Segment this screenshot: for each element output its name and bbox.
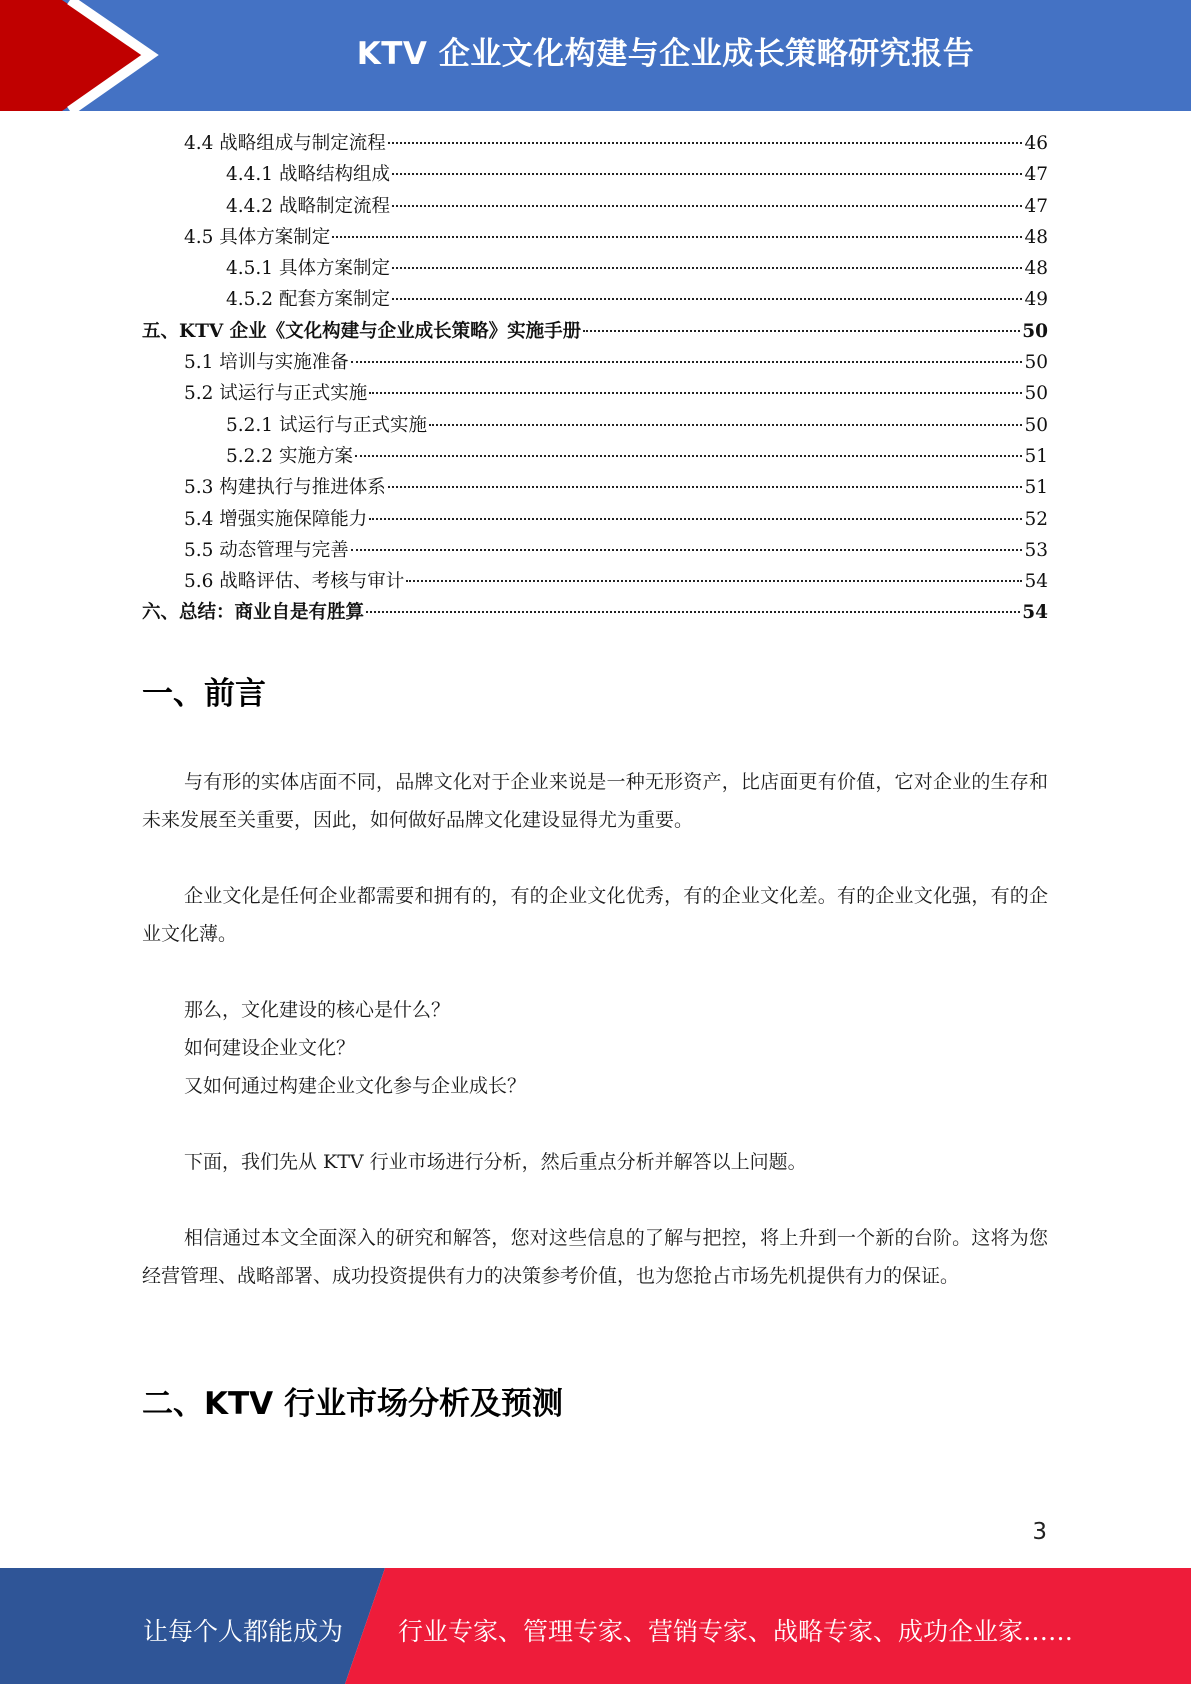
question-line: 又如何通过构建企业文化参与企业成长？ — [184, 1075, 527, 1097]
toc-entry-page: 51 — [1024, 445, 1048, 467]
header-arrow-icon — [0, 0, 160, 111]
toc-entry[interactable] — [142, 284, 1048, 315]
table-of-contents — [142, 128, 1048, 629]
toc-entry[interactable] — [142, 253, 1048, 284]
toc-entry-page: 49 — [1024, 289, 1048, 311]
toc-entry-page: 50 — [1024, 414, 1048, 436]
toc-entry-title: 5.2 试运行与正式实施 — [184, 383, 368, 405]
footer-slogan-left: 让每个人都能成为 — [143, 1617, 344, 1646]
toc-entry-title: 4.5.2 配套方案制定 — [226, 289, 390, 311]
toc-entry-page: 51 — [1024, 477, 1048, 499]
toc-leader-dots — [406, 579, 1022, 582]
toc-entry[interactable] — [142, 472, 1048, 503]
footer-slogan-right: 行业专家、管理专家、营销专家、战略专家、成功企业家…… — [398, 1617, 1074, 1646]
toc-leader-dots — [351, 548, 1023, 551]
toc-entry[interactable] — [142, 378, 1048, 409]
toc-entry-title: 5.2.2 实施方案 — [226, 445, 353, 467]
toc-entry-page: 52 — [1024, 508, 1048, 530]
toc-entry[interactable] — [142, 222, 1048, 253]
toc-leader-dots — [369, 391, 1022, 394]
section-heading-market: 二、KTV 行业市场分析及预测 — [142, 1386, 563, 1422]
toc-entry[interactable] — [142, 504, 1048, 535]
toc-entry-title: 4.4.2 战略制定流程 — [226, 195, 390, 217]
toc-entry[interactable] — [142, 535, 1048, 566]
header-title: KTV 企业文化构建与企业成长策略研究报告 — [356, 36, 975, 72]
page-footer — [0, 1568, 1191, 1684]
question-line: 那么，文化建设的核心是什么？ — [184, 999, 451, 1021]
toc-entry-page: 54 — [1024, 571, 1048, 593]
toc-entry[interactable] — [142, 347, 1048, 378]
toc-leader-dots — [392, 266, 1022, 269]
toc-leader-dots — [388, 485, 1023, 488]
toc-entry-page: 54 — [1022, 602, 1048, 624]
question-line: 如何建设企业文化？ — [184, 1037, 356, 1059]
toc-entry[interactable] — [142, 159, 1048, 190]
page-header — [0, 0, 1191, 111]
toc-leader-dots — [369, 517, 1022, 520]
toc-entry-page: 46 — [1024, 133, 1048, 154]
toc-leader-dots — [429, 423, 1022, 426]
toc-leader-dots — [392, 297, 1022, 300]
section-heading-preface: 一、前言 — [142, 676, 266, 712]
toc-leader-dots — [583, 329, 1020, 332]
toc-entry-title: 5.2.1 试运行与正式实施 — [226, 414, 427, 436]
toc-entry[interactable] — [142, 316, 1048, 347]
toc-entry-title: 5.6 战略评估、考核与审计 — [184, 571, 405, 593]
toc-entry-title: 4.5 具体方案制定 — [184, 226, 331, 248]
toc-leader-dots — [351, 360, 1023, 363]
toc-entry-title: 5.4 增强实施保障能力 — [184, 508, 368, 530]
toc-entry-page: 50 — [1024, 383, 1048, 405]
toc-entry-page: 47 — [1024, 195, 1048, 217]
toc-entry-page: 50 — [1024, 352, 1048, 374]
page-number: 3 — [1032, 1519, 1047, 1545]
toc-entry-page: 48 — [1024, 226, 1048, 248]
toc-entry-page: 53 — [1024, 539, 1048, 561]
toc-leader-dots — [332, 235, 1022, 238]
toc-entry-title: 5.1 培训与实施准备 — [184, 352, 349, 374]
toc-leader-dots — [366, 610, 1020, 613]
toc-entry-page: 50 — [1022, 320, 1048, 342]
toc-entry[interactable] — [142, 597, 1048, 628]
toc-entry[interactable] — [142, 128, 1048, 159]
paragraph: 下面，我们先从 KTV 行业市场进行分析，然后重点分析并解答以上问题。 — [184, 1151, 807, 1173]
toc-leader-dots — [388, 141, 1023, 144]
toc-leader-dots — [392, 204, 1022, 207]
toc-entry-page: 48 — [1024, 258, 1048, 280]
toc-entry-title: 4.4.1 战略结构组成 — [226, 164, 390, 186]
paragraph: 与有形的实体店面不同，品牌文化对于企业来说是一种无形资产，比店面更有价值，它对企业的生存和未来发展至关重要，因此，如何做好品牌文化建设显得尤为重要。 — [142, 771, 1048, 831]
toc-entry[interactable] — [142, 441, 1048, 472]
toc-entry-title: 5.5 动态管理与完善 — [184, 539, 349, 561]
toc-entry[interactable] — [142, 191, 1048, 222]
toc-leader-dots — [392, 172, 1022, 175]
toc-entry-title: 4.5.1 具体方案制定 — [226, 258, 390, 280]
toc-entry[interactable] — [142, 566, 1048, 597]
toc-entry[interactable] — [142, 410, 1048, 441]
toc-entry-title: 六、总结：商业自是有胜算 — [142, 602, 365, 624]
toc-entry-title: 4.4 战略组成与制定流程 — [184, 133, 386, 154]
toc-entry-page: 47 — [1024, 164, 1048, 186]
toc-entry-title: 5.3 构建执行与推进体系 — [184, 477, 386, 499]
paragraph: 企业文化是任何企业都需要和拥有的，有的企业文化优秀，有的企业文化差。有的企业文化强，有的企业文化薄。 — [142, 885, 1048, 945]
toc-entry-title: 五、KTV 企业《文化构建与企业成长策略》实施手册 — [142, 320, 582, 342]
paragraph: 相信通过本文全面深入的研究和解答，您对这些信息的了解与把控，将上升到一个新的台阶。这将为您经营管理、战略部署、成功投资提供有力的决策参考价值，也为您抢占市场先机提供有力的保证。 — [142, 1227, 1048, 1287]
toc-leader-dots — [355, 454, 1023, 457]
